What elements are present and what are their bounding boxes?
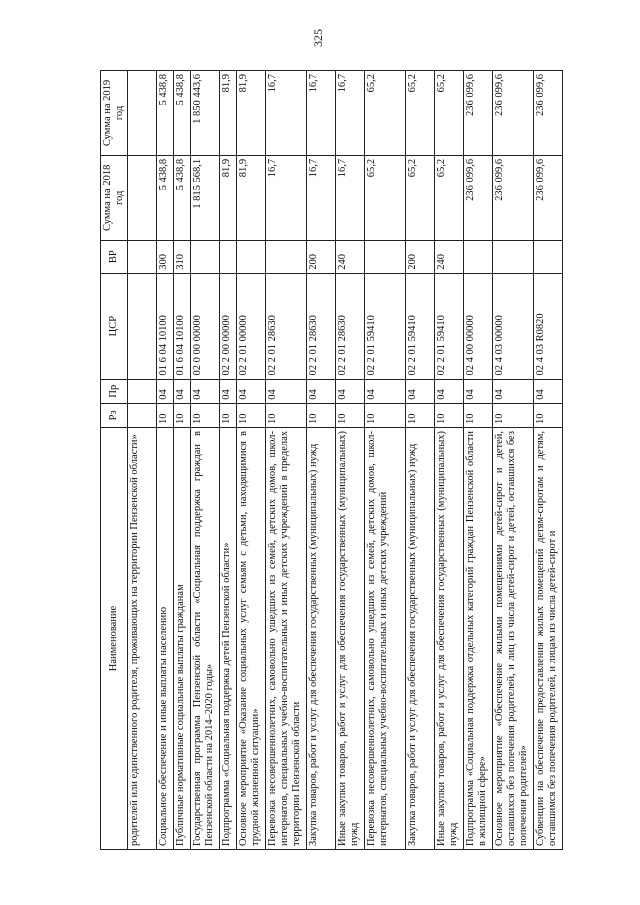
- cell-name: Основное мероприятие «Оказание социальных услуг семьям с детьми, находящимися в трудной жизненной ситуации»: [237, 428, 266, 850]
- cell-vr: [237, 240, 266, 273]
- cell-name: Основное мероприятие «Обеспечение жилыми помещениями детей-сирот и детей, оставшихся без попечения родителей, и лиц из числа детей-сирот и детей, оставшихся без попечения родителей»: [493, 428, 534, 850]
- cell-sum-2019: 236 099,6: [534, 71, 563, 156]
- cell-pr: 04: [266, 379, 307, 403]
- cell-sum-2018: 81,9: [237, 155, 266, 240]
- table-row: [128, 71, 157, 850]
- cell-name: Государственная программа Пензенской области «Социальная поддержка граждан в Пензенской области на 2014–2020 годы»: [191, 428, 220, 850]
- cell-sum-2018: 65,2: [406, 155, 435, 240]
- cell-csr: 02 2 01 59410: [435, 273, 464, 379]
- cell-vr: 200: [307, 240, 336, 273]
- cell-rz: 10: [336, 403, 365, 427]
- cell-rz: 10: [191, 403, 220, 427]
- cell-name: Закупка товаров, работ и услуг для обеспечения государственных (муниципальных) нужд: [406, 428, 435, 850]
- cell-sum-2019: 65,2: [365, 71, 406, 156]
- cell-pr: 04: [493, 379, 534, 403]
- cell-name: Подпрограмма «Социальная поддержка отдельных категорий граждан Пензенской области в жилищной сфере»: [464, 428, 493, 850]
- cell-name: Перевозка несовершеннолетних, самовольно ушедших из семей, детских домов, школ-интернатов, специальных учебно-воспитательных и иных детских учреждений: [365, 428, 406, 850]
- cell-rz: 10: [157, 403, 174, 427]
- table-row: [493, 71, 534, 850]
- cell-csr: 02 2 01 59410: [365, 273, 406, 379]
- table-row: [307, 71, 336, 850]
- cell-sum-2019: 16,7: [336, 71, 365, 156]
- column-header-csr: ЦСР: [101, 273, 128, 379]
- cell-sum-2019: 65,2: [406, 71, 435, 156]
- cell-csr: 02 2 01 59410: [406, 273, 435, 379]
- table-row: [220, 71, 237, 850]
- cell-sum-2019: 81,9: [220, 71, 237, 156]
- cell-vr: [365, 240, 406, 273]
- cell-csr: [128, 273, 157, 379]
- cell-rz: 10: [534, 403, 563, 427]
- table-header-row: [101, 71, 128, 850]
- cell-rz: [128, 403, 157, 427]
- cell-pr: 04: [464, 379, 493, 403]
- cell-rz: 10: [464, 403, 493, 427]
- cell-rz: 10: [307, 403, 336, 427]
- cell-vr: [493, 240, 534, 273]
- cell-vr: 240: [336, 240, 365, 273]
- cell-pr: 04: [336, 379, 365, 403]
- cell-pr: 04: [435, 379, 464, 403]
- cell-csr: 02 4 03 00000: [493, 273, 534, 379]
- cell-name: Публичные нормативные социальные выплаты гражданам: [174, 428, 191, 850]
- cell-pr: 04: [237, 379, 266, 403]
- cell-name: Иные закупки товаров, работ и услуг для обеспечения государственных (муниципальных) нужд: [336, 428, 365, 850]
- cell-pr: 04: [534, 379, 563, 403]
- column-header-sum-2019: Сумма на 2019 год: [101, 71, 128, 156]
- table-row: [534, 71, 563, 850]
- cell-sum-2018: [128, 155, 157, 240]
- page-number: 325: [311, 29, 325, 47]
- table-row: [191, 71, 220, 850]
- cell-sum-2019: 236 099,6: [493, 71, 534, 156]
- cell-rz: 10: [406, 403, 435, 427]
- cell-rz: 10: [174, 403, 191, 427]
- cell-sum-2019: 1 850 443,6: [191, 71, 220, 156]
- cell-sum-2019: [128, 71, 157, 156]
- table-row: [464, 71, 493, 850]
- table-row: [336, 71, 365, 850]
- cell-csr: 02 2 01 28630: [266, 273, 307, 379]
- cell-vr: [128, 240, 157, 273]
- table-row: [157, 71, 174, 850]
- cell-csr: 01 6 04 10100: [174, 273, 191, 379]
- table-row: [174, 71, 191, 850]
- cell-sum-2019: 5 438,8: [174, 71, 191, 156]
- cell-name: Закупка товаров, работ и услуг для обеспечения государственных (муниципальных) нужд: [307, 428, 336, 850]
- cell-name: Субвенции на обеспечение предоставления жилых помещений детям-сиротам и детям, оставшимся без попечения родителей, и лицам из числа детей-сирот и: [534, 428, 563, 850]
- cell-rz: 10: [365, 403, 406, 427]
- cell-vr: [220, 240, 237, 273]
- cell-pr: 04: [365, 379, 406, 403]
- cell-sum-2018: 236 099,6: [493, 155, 534, 240]
- cell-pr: 04: [191, 379, 220, 403]
- column-header-pr: Пр: [101, 379, 128, 403]
- cell-rz: 10: [237, 403, 266, 427]
- cell-sum-2018: 81,9: [220, 155, 237, 240]
- cell-csr: 02 4 03 R0820: [534, 273, 563, 379]
- cell-vr: 240: [435, 240, 464, 273]
- cell-csr: 02 2 01 28630: [307, 273, 336, 379]
- column-header-name: Наименование: [101, 428, 128, 850]
- cell-rz: 10: [220, 403, 237, 427]
- table-row: [435, 71, 464, 850]
- cell-pr: 04: [307, 379, 336, 403]
- column-header-vr: ВР: [101, 240, 128, 273]
- cell-rz: 10: [435, 403, 464, 427]
- cell-sum-2019: 65,2: [435, 71, 464, 156]
- cell-name: Подпрограмма «Социальная поддержка детей Пензенской области»: [220, 428, 237, 850]
- cell-csr: 02 4 00 00000: [464, 273, 493, 379]
- cell-pr: 04: [157, 379, 174, 403]
- table-body: [128, 71, 563, 850]
- cell-csr: 02 2 01 00000: [237, 273, 266, 379]
- cell-sum-2019: 16,7: [266, 71, 307, 156]
- cell-csr: 01 6 04 10100: [157, 273, 174, 379]
- column-header-sum-2018: Сумма на 2018 год: [101, 155, 128, 240]
- column-header-rz: Рз: [101, 403, 128, 427]
- cell-sum-2018: 5 438,8: [174, 155, 191, 240]
- cell-vr: [191, 240, 220, 273]
- cell-name: родителей или единственного родителя, проживающих на территории Пензенской области»: [128, 428, 157, 850]
- budget-table-rotated: [100, 70, 558, 850]
- cell-sum-2019: 236 099,6: [464, 71, 493, 156]
- cell-sum-2018: 16,7: [336, 155, 365, 240]
- cell-vr: [534, 240, 563, 273]
- cell-sum-2018: 1 815 568,1: [191, 155, 220, 240]
- cell-csr: 02 2 00 00000: [220, 273, 237, 379]
- cell-vr: 310: [174, 240, 191, 273]
- table-row: [406, 71, 435, 850]
- cell-sum-2018: 236 099,6: [464, 155, 493, 240]
- cell-sum-2018: 16,7: [307, 155, 336, 240]
- cell-rz: 10: [493, 403, 534, 427]
- cell-vr: [266, 240, 307, 273]
- table-row: [266, 71, 307, 850]
- table-row: [237, 71, 266, 850]
- cell-pr: 04: [406, 379, 435, 403]
- cell-name: Иные закупки товаров, работ и услуг для обеспечения государственных (муниципальных) нужд: [435, 428, 464, 850]
- cell-csr: 02 2 01 28630: [336, 273, 365, 379]
- cell-sum-2018: 236 099,6: [534, 155, 563, 240]
- cell-rz: 10: [266, 403, 307, 427]
- cell-pr: 04: [174, 379, 191, 403]
- cell-vr: 200: [406, 240, 435, 273]
- table-row: [365, 71, 406, 850]
- cell-sum-2018: 16,7: [266, 155, 307, 240]
- cell-name: Социальное обеспечение и иные выплаты населению: [157, 428, 174, 850]
- cell-sum-2019: 5 438,8: [157, 71, 174, 156]
- cell-csr: 02 0 00 00000: [191, 273, 220, 379]
- cell-pr: 04: [220, 379, 237, 403]
- cell-sum-2018: 65,2: [365, 155, 406, 240]
- cell-sum-2018: 5 438,8: [157, 155, 174, 240]
- cell-vr: [464, 240, 493, 273]
- budget-table: [100, 70, 563, 850]
- cell-sum-2019: 81,9: [237, 71, 266, 156]
- cell-vr: 300: [157, 240, 174, 273]
- cell-name: Перевозка несовершеннолетних, самовольно ушедших из семей, детских домов, школ-интернатов, специальных учебно-воспитательных и иных детских учреждений в пределах территории Пензенской области: [266, 428, 307, 850]
- cell-sum-2018: 65,2: [435, 155, 464, 240]
- cell-sum-2019: 16,7: [307, 71, 336, 156]
- cell-pr: [128, 379, 157, 403]
